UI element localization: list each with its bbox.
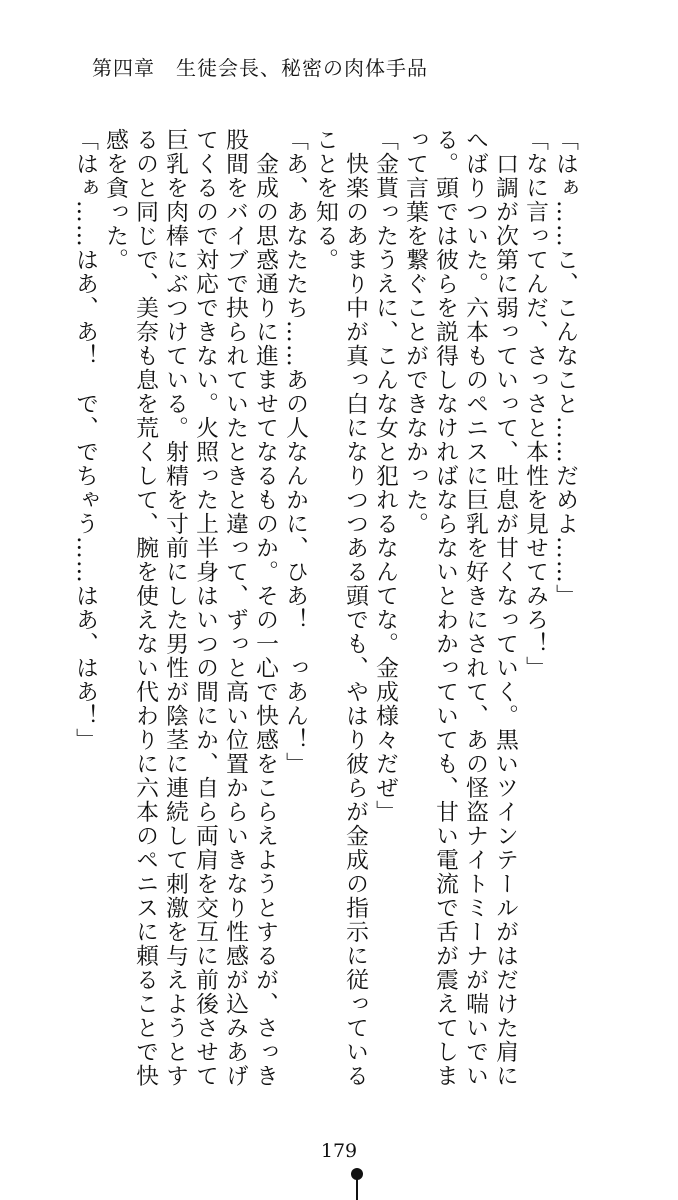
text-column-10: 「あ、あなたたち……あの人なんかに、ひあ！ っあん！」	[282, 128, 308, 776]
text-column-16: 感を貪った。	[102, 128, 128, 272]
text-column-11: 金成の思惑通りに進ませてなるものか。その一心で快感をこらえようとするが、さっき	[252, 128, 278, 1088]
text-column-4: へばりついた。六本ものペニスに巨乳を好きにされて、あの怪盗ナイトミーナが喘いでい	[462, 128, 488, 1088]
text-column-7: 「金貰ったうえに、こんな女と犯れるなんてな。金成様々だぜ」	[372, 128, 398, 824]
text-column-9: ことを知る。	[312, 128, 338, 272]
text-column-8: 快楽のあまり中が真っ白になりつつある頭でも、やはり彼らが金成の指示に従っている	[342, 128, 368, 1088]
text-column-12: 股間をバイブで抉られていたときと違って、ずっと高い位置からいきなり性感が込みあげ	[222, 128, 248, 1088]
chapter-title: 第四章 生徒会長、秘密の肉体手品	[92, 56, 428, 80]
text-column-1: 「はぁ……こ、こんなこと……だめよ……」	[552, 128, 578, 608]
text-column-14: 巨乳を肉棒にぶつけている。射精を寸前にした男性が陰茎に連続して刺激を与えようとす	[162, 128, 188, 1088]
text-column-13: てくるので対応できない。火照った上半身はいつの間にか、自ら両肩を交互に前後させて	[192, 128, 218, 1088]
text-column-5: る。頭では彼らを説得しなければならないとわかっていても、甘い電流で舌が震えてしま	[432, 128, 458, 1088]
text-column-17: 「はぁ……はあ、あ！ で、でちゃう……はあ、はあ！」	[72, 128, 98, 752]
page-number: 179	[320, 1140, 358, 1162]
text-column-15: るのと同じで、美奈も息を荒くして、腕を使えない代わりに六本のペニスに頼ることで快	[132, 128, 158, 1088]
text-column-3: 口調が次第に弱っていって、吐息が甘くなっていく。黒いツインテールがはだけた肩に	[492, 128, 518, 1088]
vertical-text-body	[72, 128, 580, 1118]
text-column-6: って言葉を繋ぐことができなかった。	[402, 128, 428, 536]
page-marker-line	[356, 1178, 358, 1200]
text-column-2: 「なに言ってんだ、さっさと本性を見せてみろ！」	[522, 128, 548, 680]
